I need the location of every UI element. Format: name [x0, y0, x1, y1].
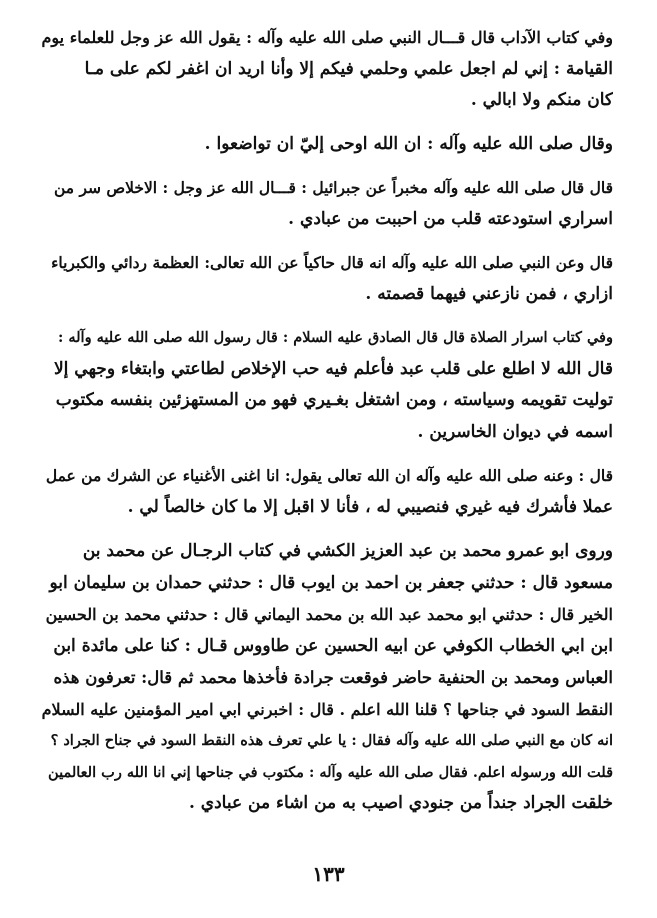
paragraph-prayer-secrets	[40, 322, 613, 448]
text-line: القيامة : إني لم اجعل علمي وحلمي فيكم إلا وأنا اريد ان اغفر لكم على مـا	[84, 58, 613, 79]
text-line: توليت تقويمه وسياسته ، ومن اشتغل بغـيري فهو من المستهزئين بنفسه مكتوب	[55, 390, 613, 410]
paragraph-locust-narration	[40, 536, 613, 820]
text-line: ابن ابي الخطاب الكوفي عن ابيه الحسين عن طاووس قـال : كنا على مائدة ابن	[53, 635, 613, 656]
text-line: انه كان مع النبي صلى الله عليه وآله فقال : يا علي تعرف هذه النقط السود في جناح الجراد ؟	[50, 732, 613, 749]
paragraph-adab	[40, 22, 613, 117]
text-line: كان منكم ولا ابالي .	[470, 90, 613, 110]
text-line: عملا فأشرك فيه غيري فنصيبي له ، فأنا لا اقبل إلا ما كان خالصاً لي .	[127, 496, 613, 517]
paragraph-greatness	[40, 247, 613, 310]
paragraph-sincerity	[40, 172, 613, 235]
text-line: النقط السود في جناحها ؟ قلنا الله اعلم . قال : اخبرني ابي امير المؤمنين عليه السلام	[41, 699, 613, 719]
text-line: خلقت الجراد جنداً من جنودي اصيب به من اشاء من عبادي .	[188, 793, 613, 813]
paragraph-humility	[40, 129, 613, 161]
text-line: وروى ابو عمرو محمد بن عبد العزيز الكشي في كتاب الرجـال عن محمد بن	[82, 541, 613, 561]
text-line: وفي كتاب الآداب قال قـــال النبي صلى الله عليه وآله : يقول الله عز وجل للعلماء يوم	[41, 28, 613, 47]
text-line: العباس ومحمد بن الحنفية حاضر فوقعت جرادة فأخذها محمد ثم قال: تعرفون هذه	[53, 668, 613, 687]
paragraph-shirk	[40, 460, 613, 523]
text-line: الخير قال : حدثني ابو محمد عبد الله بن محمد اليماني قال : حدثني محمد بن الحسين	[45, 605, 613, 624]
text-line: قال : وعنه صلى الله عليه وآله ان الله تعالى يقول: انا اغنى الأغنياء عن الشرك من عمل	[45, 466, 613, 485]
text-line: اسراري استودعته قلب من احببت من عبادي .	[288, 208, 613, 229]
text-line: قلت الله ورسوله اعلم. فقال صلى الله عليه وآله : مكتوب في جناحها إني انا الله رب العالمين	[48, 763, 613, 781]
text-line: اسمه في ديوان الخاسرين .	[417, 421, 613, 442]
text-line: وقال صلى الله عليه وآله : ان الله اوحى إليّ ان تواضعوا .	[204, 133, 613, 154]
page-body	[40, 22, 613, 820]
text-line: قال الله لا اطلع على قلب عبد فأعلم فيه حب الإخلاص لطاعتي وابتغاء وجهي إلا	[53, 358, 613, 379]
page-number: ١٣٣	[312, 862, 345, 886]
text-line: قال قال صلى الله عليه وآله مخبراً عن جبرائيل : قـــال الله عز وجل : الاخلاص سر من	[53, 178, 613, 197]
text-line: قال وعن النبي صلى الله عليه وآله انه قال حاكياً عن الله تعالى: العظمة ردائي والكبرياء	[51, 253, 613, 272]
text-line: وفي كتاب اسرار الصلاة قال قال الصادق عليه السلام : قال رسول الله صلى الله عليه وآله :	[57, 329, 613, 346]
text-line: ازاري ، فمن نازعني فيهما قصمته .	[365, 283, 613, 304]
text-line: مسعود قال : حدثني جعفر بن احمد بن ايوب قال : حدثني حمدان بن سليمان ابو	[49, 572, 613, 593]
